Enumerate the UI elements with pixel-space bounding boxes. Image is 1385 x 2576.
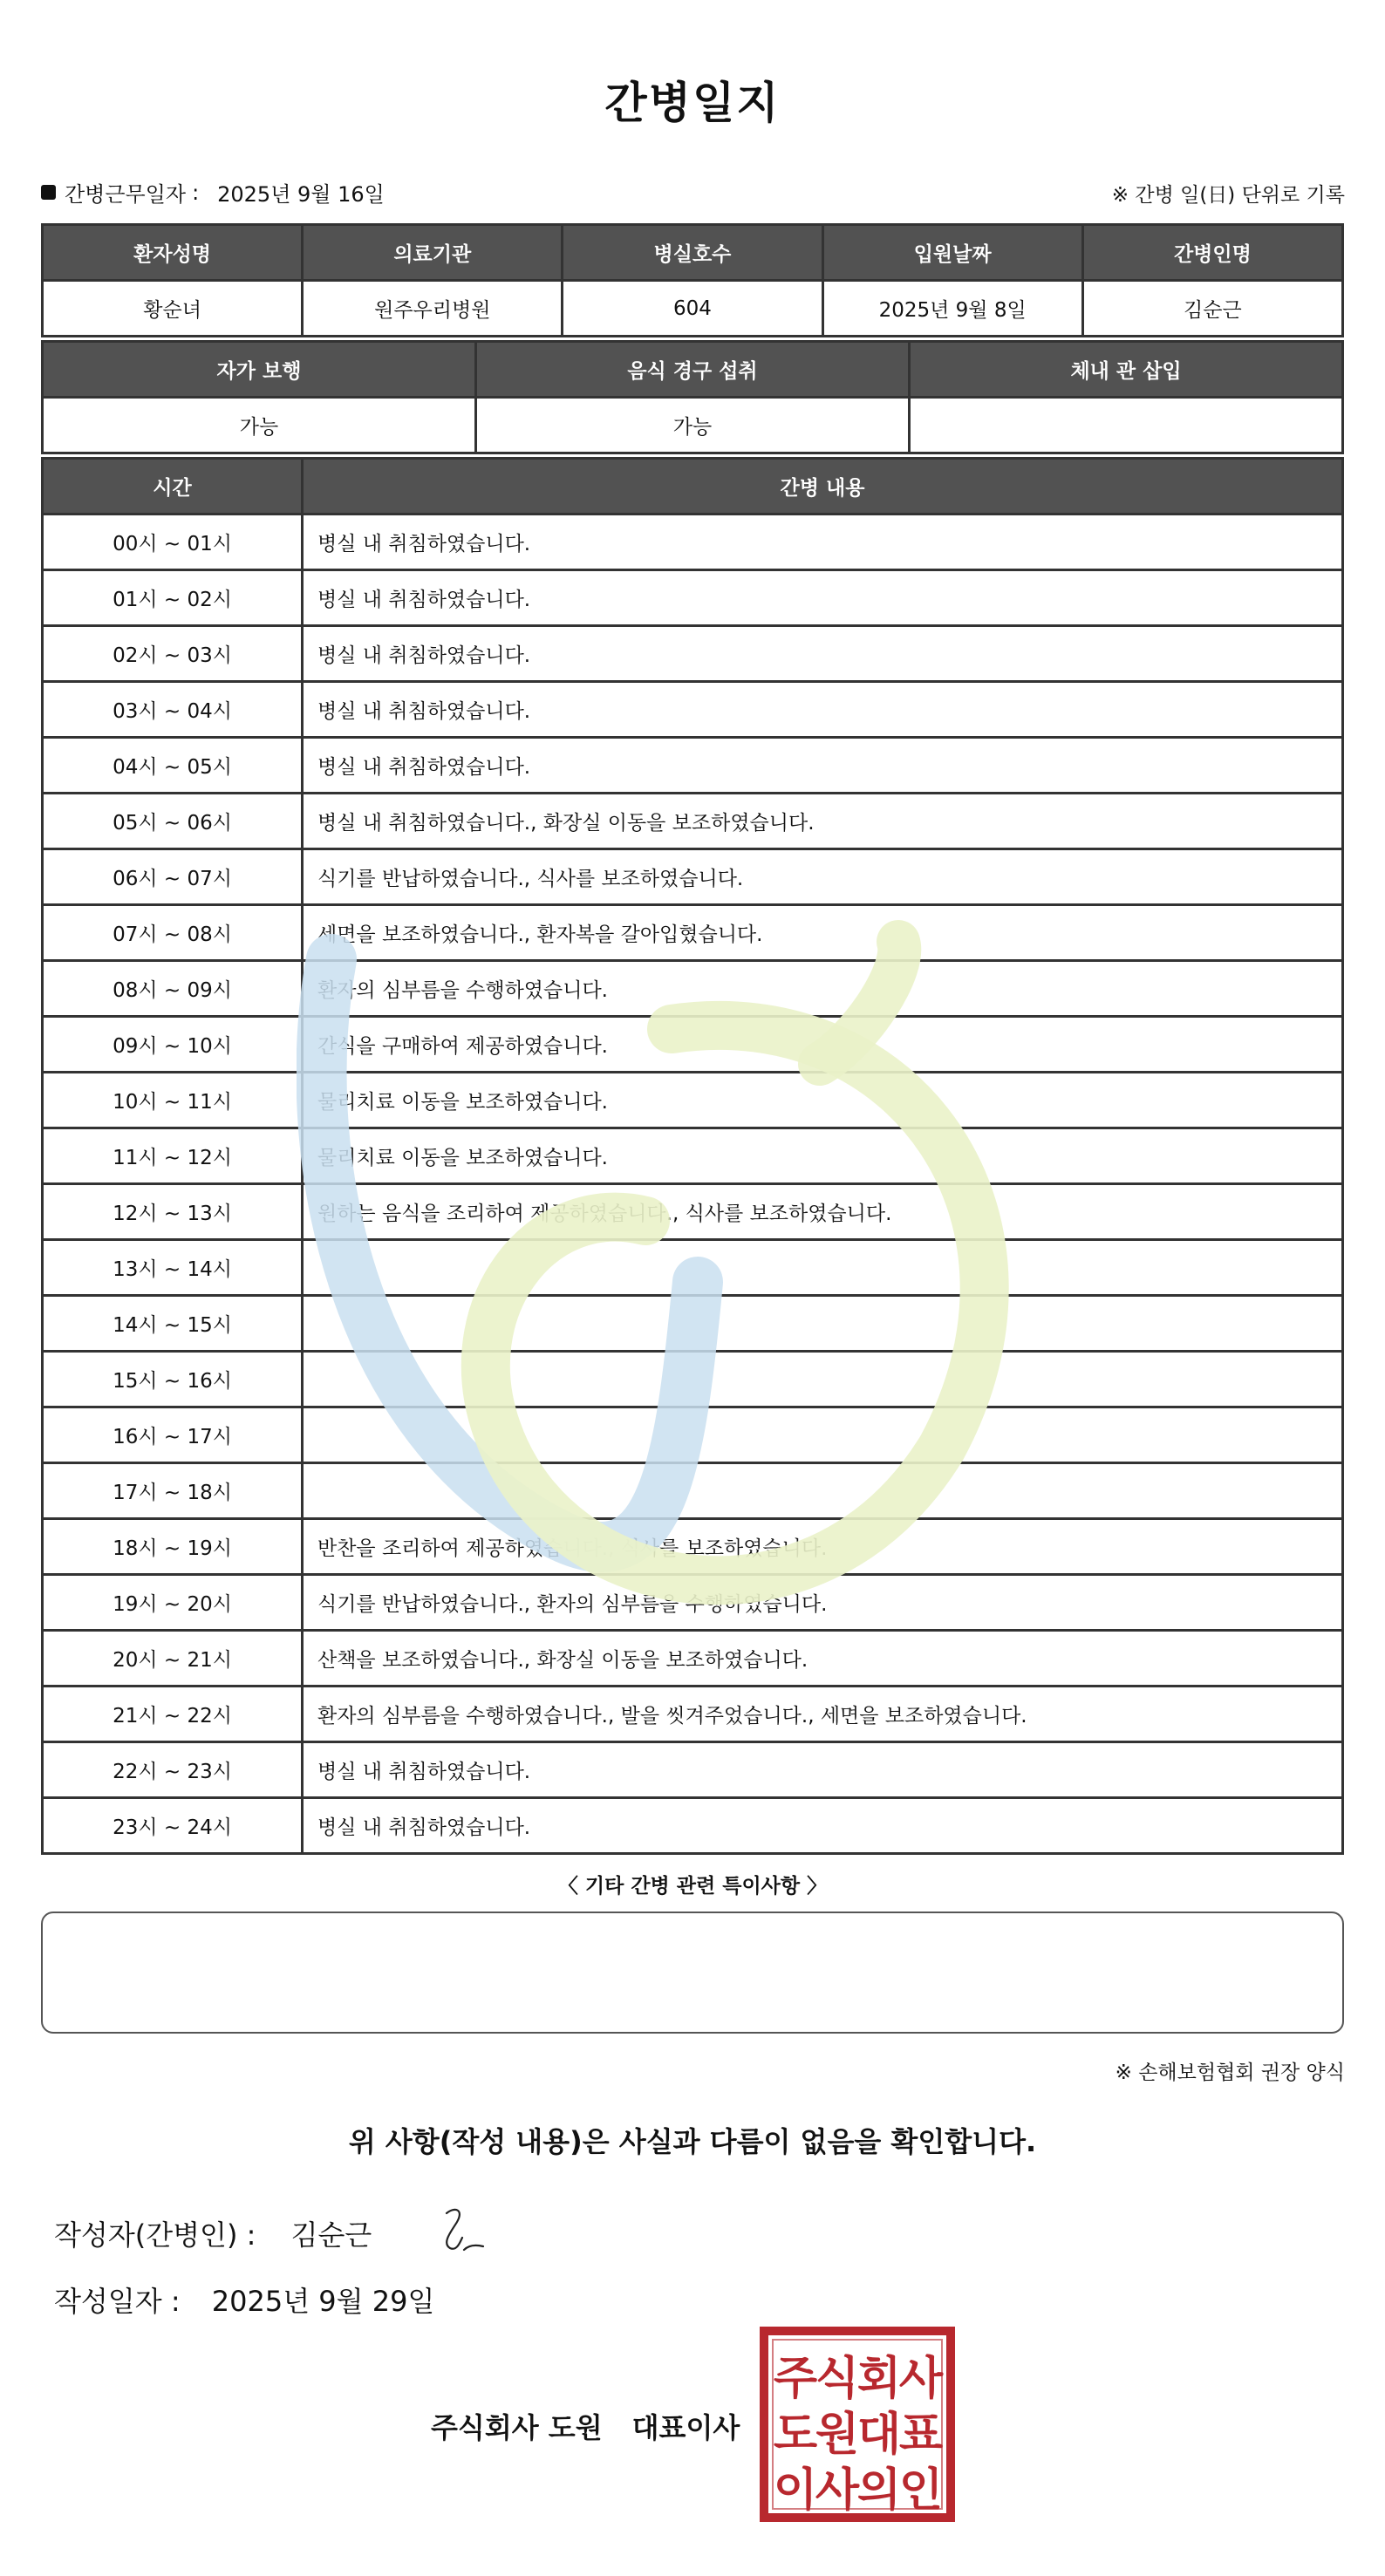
time-slot-cell: 11시 ~ 12시 xyxy=(43,1128,303,1184)
time-slot-cell: 14시 ~ 15시 xyxy=(43,1296,303,1352)
care-content-cell xyxy=(303,1352,1343,1407)
care-content-cell: 병실 내 취침하였습니다. xyxy=(303,682,1343,738)
time-column-header: 시간 xyxy=(43,459,303,515)
write-date-label: 작성일자 : xyxy=(54,2285,181,2318)
time-slot-cell: 03시 ~ 04시 xyxy=(43,682,303,738)
bullet-square-icon xyxy=(41,185,56,200)
care-log-row xyxy=(43,682,1343,738)
seal-character: 원 xyxy=(815,2409,860,2461)
care-content-cell: 반찬을 조리하여 제공하였습니다., 식사를 보조하였습니다. xyxy=(303,1519,1343,1575)
seal-character: 표 xyxy=(898,2409,944,2461)
time-slot-cell: 22시 ~ 23시 xyxy=(43,1742,303,1798)
patient-header: 의료기관 xyxy=(303,225,563,281)
seal-character: 사 xyxy=(815,2464,860,2517)
care-content-cell xyxy=(303,1463,1343,1519)
document-title: 간병일지 xyxy=(604,78,781,128)
time-slot-cell: 02시 ~ 03시 xyxy=(43,626,303,682)
time-slot-cell: 21시 ~ 22시 xyxy=(43,1687,303,1742)
time-slot-cell: 12시 ~ 13시 xyxy=(43,1184,303,1240)
time-slot-cell: 00시 ~ 01시 xyxy=(43,515,303,570)
care-content-cell: 식기를 반납하였습니다., 식사를 보조하였습니다. xyxy=(303,849,1343,905)
care-content-cell: 병실 내 취침하였습니다. xyxy=(303,570,1343,626)
time-slot-cell: 05시 ~ 06시 xyxy=(43,794,303,849)
care-log-row xyxy=(43,1407,1343,1463)
write-date-value: 2025년 9월 29일 xyxy=(211,2285,435,2318)
care-content-cell: 병실 내 취침하였습니다., 화장실 이동을 보조하였습니다. xyxy=(303,794,1343,849)
handwritten-signature xyxy=(429,2198,499,2267)
admission-date-cell: 2025년 9월 8일 xyxy=(822,281,1082,337)
patient-header: 입원날짜 xyxy=(822,225,1082,281)
special-notes-title: 〈 기타 간병 관련 특이사항 〉 xyxy=(557,1875,828,1898)
company-seal-stamp xyxy=(759,2326,956,2523)
care-content-cell: 물리치료 이동을 보조하였습니다. xyxy=(303,1073,1343,1128)
time-slot-cell: 18시 ~ 19시 xyxy=(43,1519,303,1575)
status-header: 체내 관 삽입 xyxy=(910,342,1343,398)
care-log-row xyxy=(43,1128,1343,1184)
time-slot-cell: 16시 ~ 17시 xyxy=(43,1407,303,1463)
time-slot-cell: 04시 ~ 05시 xyxy=(43,738,303,794)
seal-character: 이 xyxy=(773,2464,818,2517)
writer-name: 김순근 xyxy=(290,2218,372,2252)
write-date-line xyxy=(54,2280,434,2320)
work-date-line xyxy=(41,177,385,208)
seal-character: 도 xyxy=(773,2409,818,2461)
company-signature-line xyxy=(431,2406,740,2446)
time-slot-cell: 20시 ~ 21시 xyxy=(43,1631,303,1687)
care-log-row xyxy=(43,1463,1343,1519)
caregiver-name-cell: 김순근 xyxy=(1082,281,1342,337)
care-content-cell: 환자의 심부름을 수행하였습니다. xyxy=(303,961,1343,1017)
walking-cell: 가능 xyxy=(43,398,476,453)
time-slot-cell: 23시 ~ 24시 xyxy=(43,1798,303,1854)
confirmation-statement: 위 사항(작성 내용)은 사실과 다름이 없음을 확인합니다. xyxy=(348,2125,1037,2158)
special-notes-box xyxy=(41,1912,1344,2034)
care-content-cell: 식기를 반납하였습니다., 환자의 심부름을 수행하였습니다. xyxy=(303,1575,1343,1631)
care-content-cell xyxy=(303,1240,1343,1296)
company-role: 대표이사 xyxy=(631,2411,740,2444)
care-content-cell: 병실 내 취침하였습니다. xyxy=(303,515,1343,570)
time-slot-cell: 08시 ~ 09시 xyxy=(43,961,303,1017)
room-number-cell: 604 xyxy=(563,281,822,337)
patient-status-table xyxy=(41,340,1344,454)
care-content-cell: 원하는 음식을 조리하여 제공하였습니다., 식사를 보조하였습니다. xyxy=(303,1184,1343,1240)
time-slot-cell: 01시 ~ 02시 xyxy=(43,570,303,626)
care-log-row xyxy=(43,738,1343,794)
care-log-row xyxy=(43,1798,1343,1854)
care-content-cell: 환자의 심부름을 수행하였습니다., 발을 씻겨주었습니다., 세면을 보조하였습니다. xyxy=(303,1687,1343,1742)
care-content-cell: 간식을 구매하여 제공하였습니다. xyxy=(303,1017,1343,1073)
care-content-cell xyxy=(303,1296,1343,1352)
work-date-value: 2025년 9월 16일 xyxy=(217,182,385,207)
care-log-row xyxy=(43,1184,1343,1240)
time-slot-cell: 19시 ~ 20시 xyxy=(43,1575,303,1631)
care-log-row xyxy=(43,515,1343,570)
status-header: 자가 보행 xyxy=(43,342,476,398)
care-log-row xyxy=(43,626,1343,682)
care-log-row xyxy=(43,1352,1343,1407)
care-log-row xyxy=(43,1631,1343,1687)
content-column-header: 간병 내용 xyxy=(303,459,1343,515)
care-content-cell xyxy=(303,1407,1343,1463)
seal-character: 사 xyxy=(898,2353,944,2405)
patient-name-cell: 황순녀 xyxy=(43,281,303,337)
care-log-table xyxy=(41,457,1344,1855)
company-name: 주식회사 도원 xyxy=(431,2411,603,2444)
seal-character: 식 xyxy=(815,2353,860,2405)
care-content-cell: 병실 내 취침하였습니다. xyxy=(303,1798,1343,1854)
oral-intake-cell: 가능 xyxy=(476,398,910,453)
care-content-cell: 병실 내 취침하였습니다. xyxy=(303,1742,1343,1798)
tube-insertion-cell xyxy=(910,398,1343,453)
work-date-label: 간병근무일자 xyxy=(65,182,187,207)
seal-character: 회 xyxy=(856,2353,902,2405)
seal-character: 주 xyxy=(773,2353,818,2405)
care-log-row xyxy=(43,1687,1343,1742)
care-log-row xyxy=(43,1575,1343,1631)
care-content-cell: 산책을 보조하였습니다., 화장실 이동을 보조하였습니다. xyxy=(303,1631,1343,1687)
care-log-row xyxy=(43,794,1343,849)
care-log-row xyxy=(43,1742,1343,1798)
time-slot-cell: 10시 ~ 11시 xyxy=(43,1073,303,1128)
patient-header: 간병인명 xyxy=(1082,225,1342,281)
work-date-separator: : xyxy=(192,180,200,205)
seal-character: 의 xyxy=(856,2464,902,2517)
time-slot-cell: 13시 ~ 14시 xyxy=(43,1240,303,1296)
care-log-row xyxy=(43,1017,1343,1073)
patient-header: 병실호수 xyxy=(563,225,822,281)
care-content-cell: 병실 내 취침하였습니다. xyxy=(303,738,1343,794)
care-content-cell: 물리치료 이동을 보조하였습니다. xyxy=(303,1128,1343,1184)
care-log-row xyxy=(43,1240,1343,1296)
writer-line xyxy=(54,2213,372,2253)
care-log-row xyxy=(43,1519,1343,1575)
unit-note: ※ 간병 일(日) 단위로 기록 xyxy=(1111,184,1345,207)
time-slot-cell: 17시 ~ 18시 xyxy=(43,1463,303,1519)
care-content-cell: 병실 내 취침하였습니다. xyxy=(303,626,1343,682)
care-log-row xyxy=(43,1073,1343,1128)
patient-info-table xyxy=(41,223,1344,337)
care-log-row xyxy=(43,905,1343,961)
status-header: 음식 경구 섭취 xyxy=(476,342,910,398)
writer-label: 작성자(간병인) : xyxy=(54,2218,256,2252)
care-log-row xyxy=(43,849,1343,905)
recommended-form-note: ※ 손해보험협회 권장 양식 xyxy=(1115,2061,1345,2084)
care-log-row xyxy=(43,1296,1343,1352)
seal-character: 대 xyxy=(856,2409,902,2461)
care-content-cell: 세면을 보조하였습니다., 환자복을 갈아입혔습니다. xyxy=(303,905,1343,961)
hospital-cell: 원주우리병원 xyxy=(303,281,563,337)
time-slot-cell: 07시 ~ 08시 xyxy=(43,905,303,961)
care-log-row xyxy=(43,961,1343,1017)
time-slot-cell: 09시 ~ 10시 xyxy=(43,1017,303,1073)
seal-character: 인 xyxy=(898,2464,944,2517)
patient-header: 환자성명 xyxy=(43,225,303,281)
time-slot-cell: 06시 ~ 07시 xyxy=(43,849,303,905)
care-log-row xyxy=(43,570,1343,626)
time-slot-cell: 15시 ~ 16시 xyxy=(43,1352,303,1407)
